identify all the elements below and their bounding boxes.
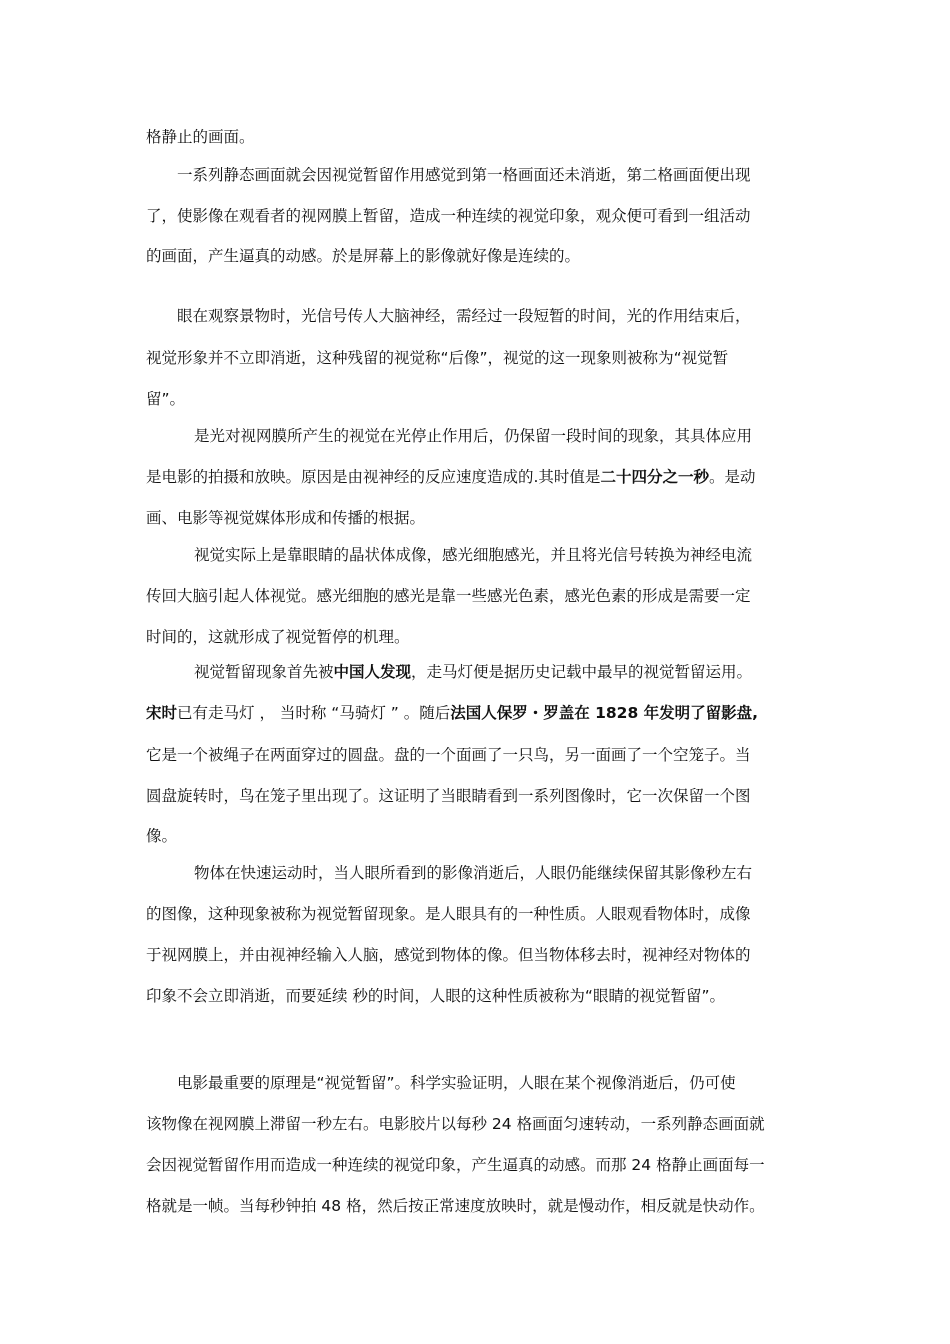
paragraph-line: 一系列静态画面就会因视觉暂留作用感觉到第一格画面还未消逝，第二格画面便出现 (177, 166, 751, 184)
emphasis-text: 中国人发现 (333, 663, 412, 681)
paragraph-line: 留”。 (146, 390, 186, 408)
paragraph-line: 时间的，这就形成了视觉暂停的机理。 (146, 628, 410, 646)
paragraph-line: 的画面，产生逼真的动感。於是屏幕上的影像就好像是连续的。 (146, 247, 581, 265)
emphasis-text: 法国人保罗・罗盖在 1828 年发明了留影盘, (450, 704, 759, 722)
paragraph-line: 了，使影像在观看者的视网膜上暂留，造成一种连续的视觉印象，观众便可看到一组活动 (146, 207, 751, 225)
text-run: 已有走马灯 ， 当时称 “马骑灯 ” 。随后 (177, 704, 451, 722)
paragraph-line: 会因视觉暂留作用而造成一种连续的视觉印象，产生逼真的动感。而那 24 格静止画面每一 (146, 1156, 765, 1174)
paragraph-line: 于视网膜上，并由视神经输入人脑，感觉到物体的像。但当物体移去时，视神经对物体的 (146, 946, 751, 964)
paragraph-line: 圆盘旋转时，鸟在笼子里出现了。这证明了当眼睛看到一系列图像时，它一次保留一个图 (146, 787, 751, 805)
emphasis-text: 二十四分之一秒 (600, 468, 709, 486)
paragraph-line (146, 703, 810, 723)
emphasis-text: 宋时 (146, 704, 178, 722)
paragraph-line: 像。 (146, 827, 178, 845)
text-run: 视觉暂留现象首先被 (194, 663, 334, 681)
paragraph-line: 是光对视网膜所产生的视觉在光停止作用后，仍保留一段时间的现象，其具体应用 (194, 427, 753, 445)
paragraph-line: 眼在观察景物时，光信号传人大脑神经，需经过一段短暂的时间，光的作用结束后， (177, 307, 751, 325)
paragraph-line: 传回大脑引起人体视觉。感光细胞的感光是靠一些感光色素，感光色素的形成是需要一定 (146, 587, 751, 605)
text-run: 。是动 (708, 468, 756, 486)
paragraph-line: 印象不会立即消逝，而要延续 秒的时间，人眼的这种性质被称为“眼睛的视觉暂留”。 (146, 987, 725, 1005)
paragraph-line: 电影最重要的原理是“视觉暂留”。科学实验证明，人眼在某个视像消逝后，仍可使 (177, 1074, 736, 1092)
paragraph-line: 的图像，这种现象被称为视觉暂留现象。是人眼具有的一种性质。人眼观看物体时，成像 (146, 905, 751, 923)
paragraph-line: 视觉实际上是靠眼睛的晶状体成像，感光细胞感光，并且将光信号转换为神经电流 (194, 546, 753, 564)
paragraph-line: 视觉形象并不立即消逝，这种残留的视觉称“后像”，视觉的这一现象则被称为“视觉暂 (146, 349, 729, 367)
text-run: ，走马灯便是据历史记载中最早的视觉暂留运用。 (411, 663, 753, 681)
paragraph-line: 格静止的画面。 (146, 128, 255, 146)
paragraph-line: 物体在快速运动时，当人眼所看到的影像消逝后，人眼仍能继续保留其影像秒左右 (194, 864, 753, 882)
paragraph-line: 画、电影等视觉媒体形成和传播的根据。 (146, 509, 426, 527)
paragraph-line: 该物像在视网膜上滞留一秒左右。电影胶片以每秒 24 格画面匀速转动，一系列静态画面就 (146, 1115, 765, 1133)
paragraph-line (194, 662, 810, 682)
paragraph-line: 它是一个被绳子在两面穿过的圆盘。盘的一个面画了一只鸟，另一面画了一个空笼子。当 (146, 746, 751, 764)
paragraph-line (146, 467, 810, 487)
text-run: 是电影的拍摄和放映。原因是由视神经的反应速度造成的.其时值是 (146, 468, 601, 486)
paragraph-line: 格就是一帧。当每秒钟拍 48 格，然后按正常速度放映时，就是慢动作，相反就是快动作。 (146, 1197, 765, 1215)
